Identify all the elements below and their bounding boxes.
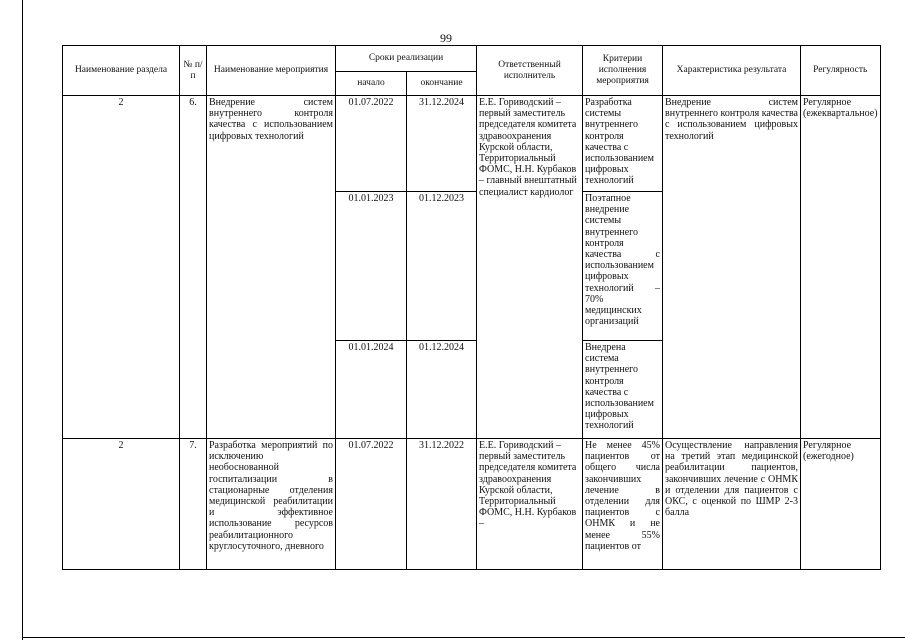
- row7-start: 01.07.2022: [348, 440, 394, 451]
- row6-responsible: Е.Е. Гориводский – первый заместитель председателя комитета здравоохранения Курской области, Территориальный ФОМС, Н.Н. Курбаков – главный внештатный специалист кардиолог: [477, 96, 583, 439]
- row6-event: Внедрение систем внутреннего контроля качества с использованием цифровых технологий: [207, 96, 336, 439]
- plan-table: [62, 45, 881, 570]
- row6-stage1-criteria: Разработка системы внутреннего контроля качества с использованием цифровых технологий: [583, 96, 663, 192]
- row6-stage1-end: 31.12.2024: [407, 96, 477, 192]
- row6-stage1-start: 01.07.2022: [336, 96, 407, 192]
- row7-responsible: Е.Е. Гориводский – первый заместитель председателя комитета здравоохранения Курской области, Территориальный ФОМС, Н.Н. Курбаков –: [479, 440, 577, 530]
- table-row: [63, 439, 881, 570]
- page-border-bottom: [22, 637, 905, 638]
- row7-section: 2: [118, 440, 124, 451]
- row6-number: 6.: [180, 96, 207, 439]
- row7-criteria: Не менее 45% пациентов от общего числа закончивших лечение в отделении для пациентов с ОНМК и не менее 55% пациентов от: [585, 440, 660, 552]
- header-section: Наименование раздела: [63, 46, 180, 96]
- header-event: Наименование мероприятия: [207, 46, 336, 96]
- row6-stage3-criteria: Внедрена система внутреннего контроля качества с использованием цифровых технологий: [583, 341, 663, 439]
- row7-number: 7.: [189, 440, 197, 451]
- row7-regularity: Регулярное (ежегодное): [803, 440, 854, 463]
- header-end: окончание: [407, 72, 477, 96]
- row7-end: 31.12.2022: [419, 440, 464, 451]
- page-border-left: [22, 0, 23, 640]
- row6-regularity: Регулярное (ежеквартальное): [801, 96, 881, 439]
- row6-stage2-end: 01.12.2023: [407, 192, 477, 341]
- header-criteria: Критерии исполнения мероприятия: [583, 46, 663, 96]
- row6-stage3-start: 01.01.2024: [336, 341, 407, 439]
- table-row: [63, 96, 881, 192]
- row6-stage3-end: 01.12.2024: [407, 341, 477, 439]
- header-number: № п/п: [180, 46, 207, 96]
- row7-event: Разработка мероприятий по исключению необоснованной госпитализации в стационарные отделения медицинской реабилитации и эффективное использование ресурсов реабилитационного круглосуточного, дневного: [209, 440, 333, 552]
- row6-stage2-criteria: Поэтапное внедрение системы внутреннего контроля качества с использованием цифровых технологий – 70% медицинских организаций: [583, 192, 663, 341]
- row7-result: Осуществление направления на третий этап медицинской реабилитации пациентов, закончивших лечение с ОНМК и отделении для пациентов с ОКС, с оценкой по ШМР 2-3 балла: [665, 440, 798, 519]
- row6-section: 2: [63, 96, 180, 439]
- row6-result: Внедрение систем внутреннего контроля качества с использованием цифровых технологий: [663, 96, 801, 439]
- header-period: Сроки реализации: [336, 46, 477, 72]
- header-responsible: Ответственный исполнитель: [477, 46, 583, 96]
- header-start: начало: [336, 72, 407, 96]
- header-regularity: Регулярность: [801, 46, 881, 96]
- page-number: 99: [440, 31, 452, 45]
- row6-stage2-start: 01.01.2023: [336, 192, 407, 341]
- header-result: Характеристика результата: [663, 46, 801, 96]
